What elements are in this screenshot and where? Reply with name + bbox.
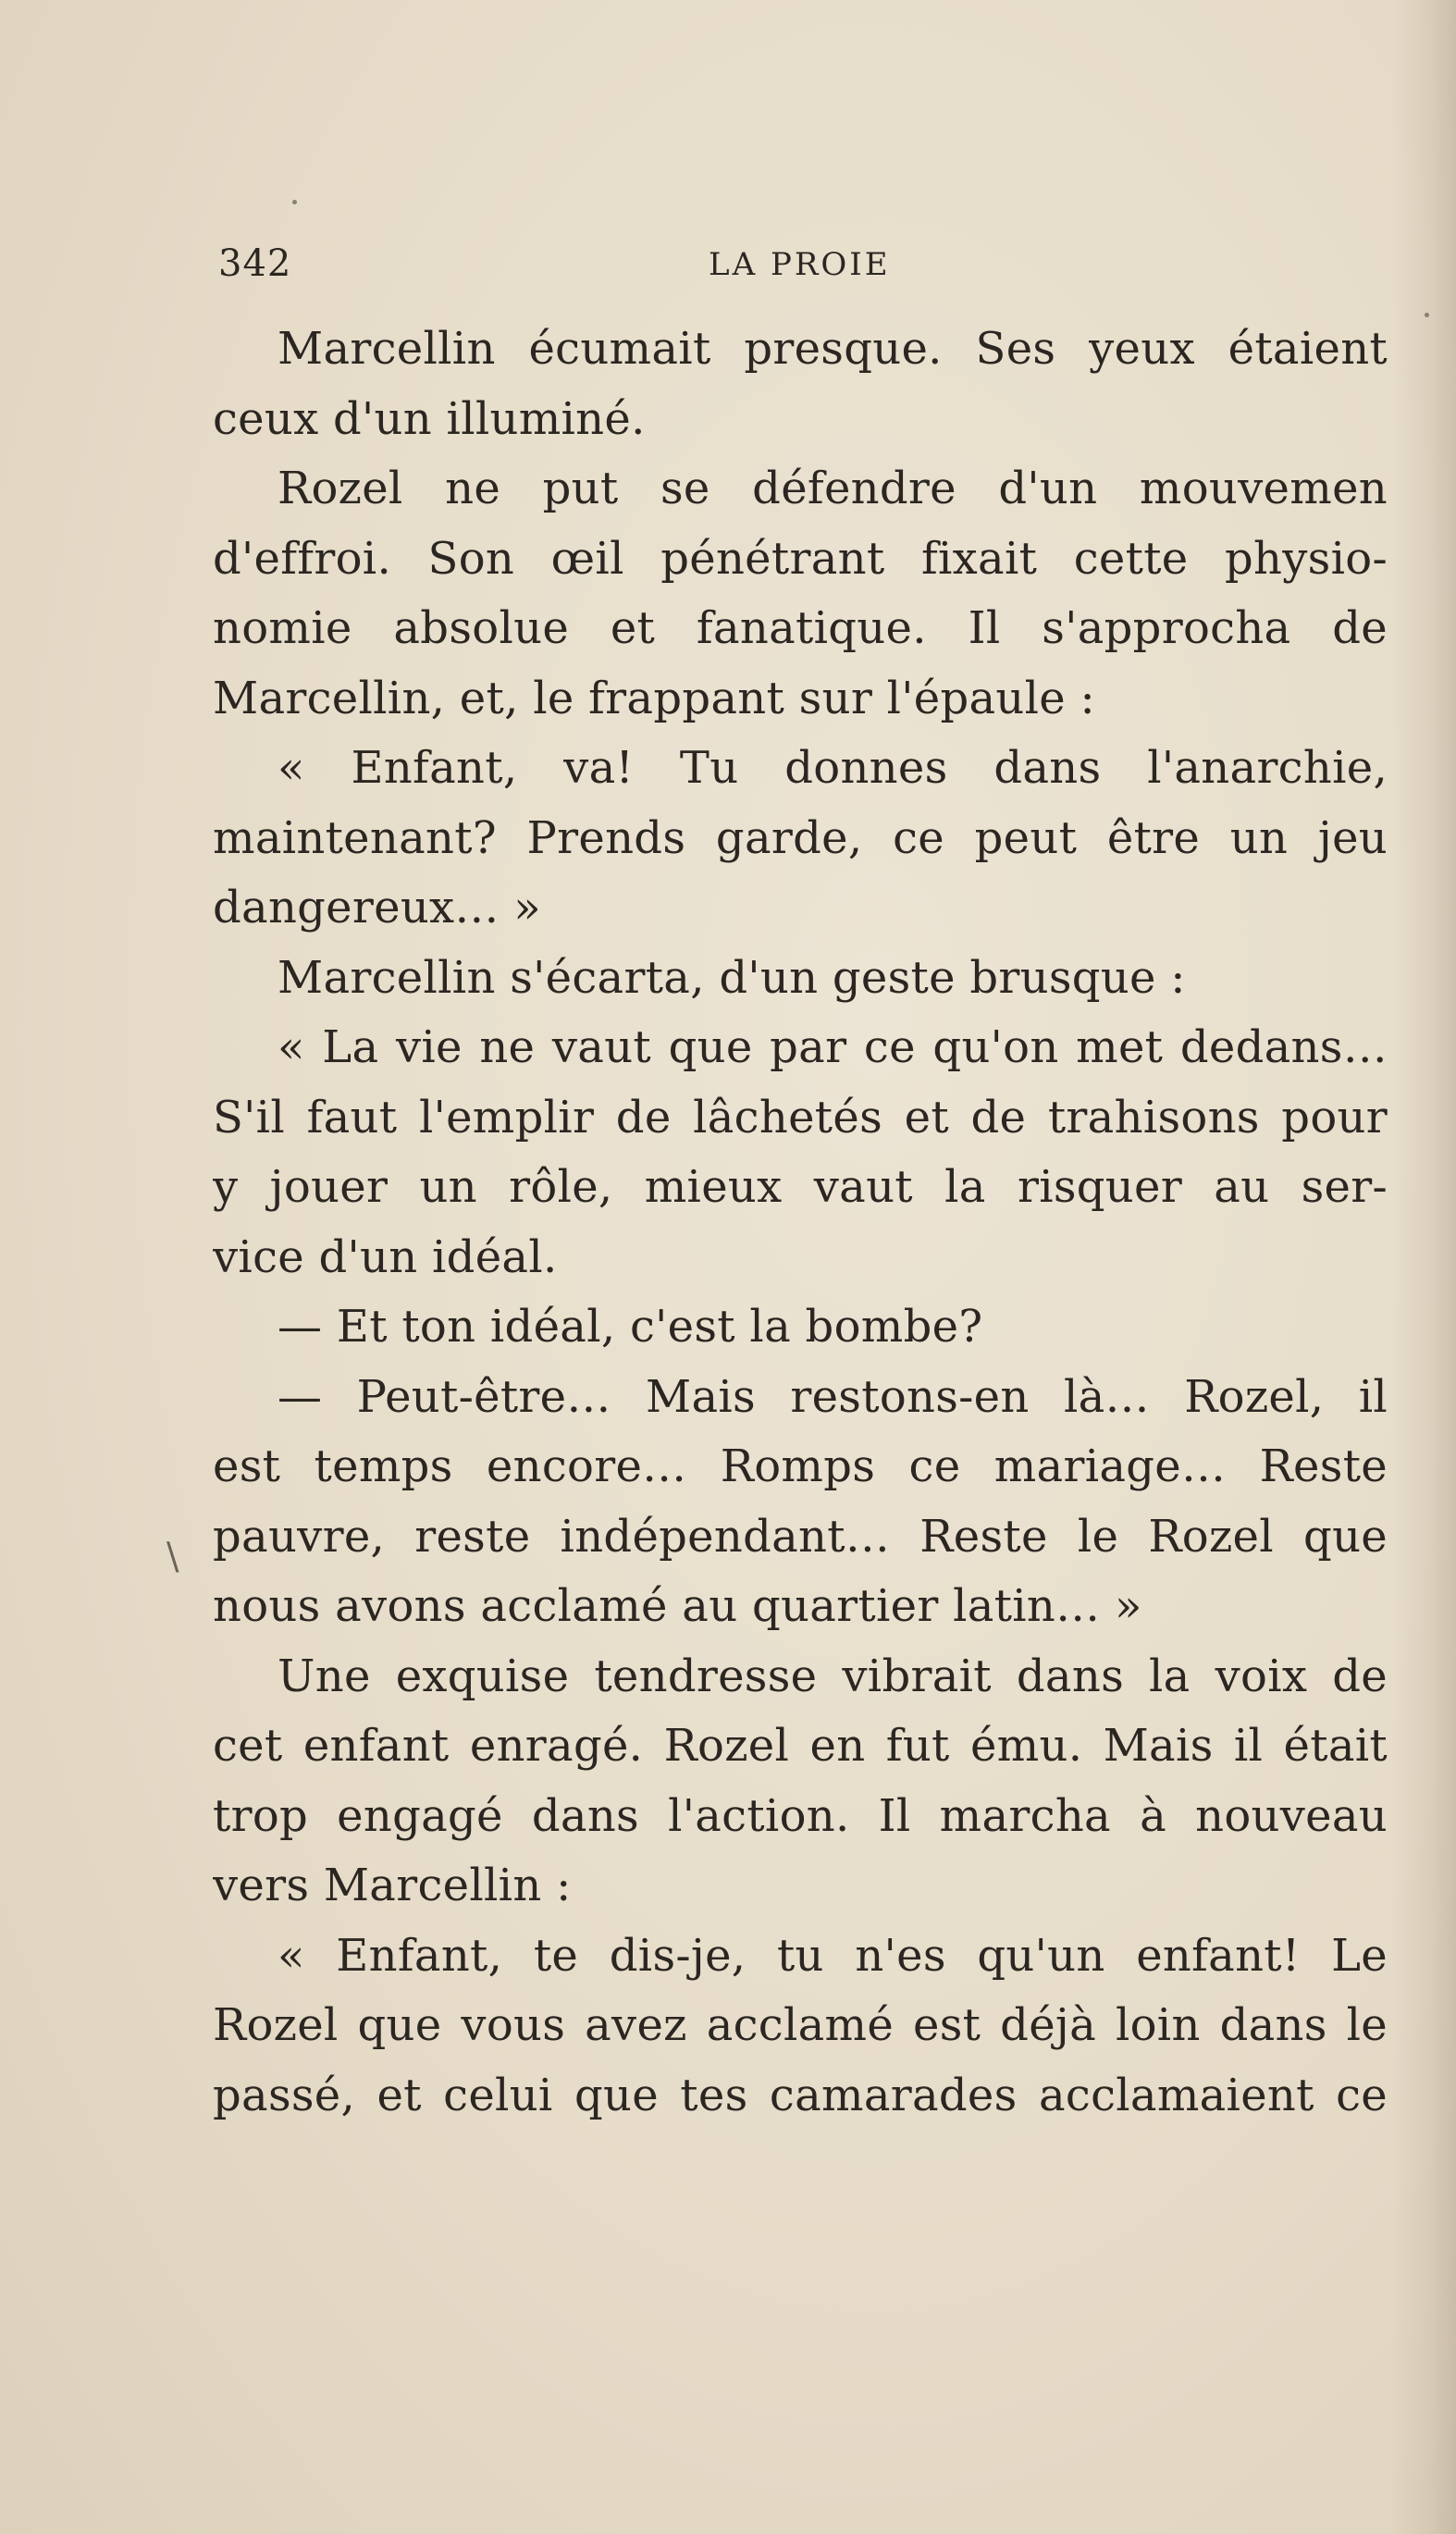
text-line: trop engagé dans l'action. Il marcha à nouveau [213, 1789, 1388, 1842]
text-line: nomie absolue et fanatique. Il s'approcha de [213, 602, 1388, 654]
text-line: — Peut-être… Mais restons-en là… Rozel, il [278, 1370, 1388, 1423]
text-line: y jouer un rôle, mieux vaut la risquer au ser- [213, 1161, 1388, 1213]
text-line: est temps encore… Romps ce mariage… Reste [213, 1440, 1388, 1492]
text-line: — Et ton idéal, c'est la bombe? [278, 1301, 983, 1353]
text-line: Une exquise tendresse vibrait dans la voix de [278, 1650, 1388, 1702]
text-line: « La vie ne vaut que par ce qu'on met dedans… [278, 1021, 1388, 1073]
text-line: pauvre, reste indépendant… Reste le Rozel que [213, 1510, 1388, 1563]
text-line: « Enfant, va! Tu donnes dans l'anarchie, [278, 742, 1388, 794]
page-number: 342 [218, 242, 292, 285]
text-line: Marcellin s'écarta, d'un geste brusque : [278, 951, 1186, 1004]
page-header [218, 242, 1421, 298]
text-line: vice d'un idéal. [213, 1230, 558, 1283]
text-line: Marcellin écumait presque. Ses yeux étaient [278, 323, 1388, 375]
text-line: Rozel que vous avez acclamé est déjà loin dans le [213, 1999, 1388, 2051]
page-edge-shadow [1391, 0, 1456, 2534]
margin-pencil-mark: \ [167, 1536, 179, 1578]
paper-speck [292, 200, 297, 204]
text-line: Rozel ne put se défendre d'un mouvemen [278, 463, 1388, 514]
paper-speck [1425, 313, 1429, 317]
running-title: LA PROIE [709, 246, 891, 283]
body-text [213, 315, 1388, 2131]
text-line: ceux d'un illuminé. [213, 392, 646, 445]
text-line: cet enfant enragé. Rozel en fut ému. Mais il était [213, 1720, 1388, 1772]
text-line: nous avons acclamé au quartier latin… » [213, 1580, 1142, 1632]
text-line: maintenant? Prends garde, ce peut être un jeu [213, 811, 1388, 864]
text-line: dangereux… » [213, 882, 541, 933]
text-line: vers Marcellin : [213, 1860, 572, 1911]
text-line: « Enfant, te dis-je, tu n'es qu'un enfant! Le [278, 1929, 1388, 1982]
text-line: Marcellin, et, le frappant sur l'épaule : [213, 672, 1096, 724]
text-line: passé, et celui que tes camarades acclamaient ce [213, 2069, 1388, 2121]
text-line: S'il faut l'emplir de lâchetés et de trahisons pour [213, 1091, 1388, 1143]
text-line: d'effroi. Son œil pénétrant fixait cette physio- [213, 532, 1388, 585]
